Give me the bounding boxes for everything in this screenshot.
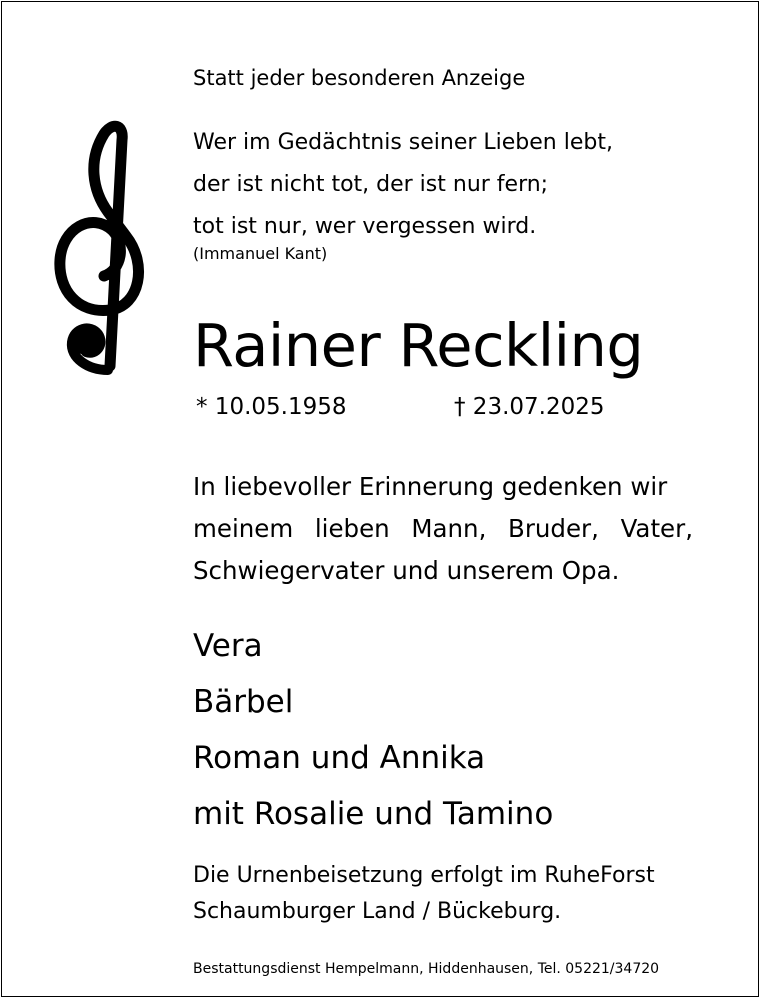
burial-line: Schaumburger Land / Bückeburg.	[193, 899, 562, 924]
family-member: Bärbel	[193, 684, 294, 720]
quote-author: (Immanuel Kant)	[193, 244, 328, 263]
quote-line: tot ist nur, wer vergessen wird.	[193, 214, 537, 239]
burial-info	[193, 858, 655, 930]
deceased-name: Rainer Reckling	[193, 311, 644, 380]
notice-header: Statt jeder besonderen Anzeige	[193, 66, 526, 90]
quote-line: Wer im Gedächtnis seiner Lieben lebt,	[193, 130, 613, 155]
family-list	[193, 618, 553, 842]
message-line: Schwiegervater und unserem Opa.	[193, 556, 620, 585]
message-line: In liebevoller Erinnerung gedenken wir	[193, 472, 668, 501]
quote	[193, 122, 613, 248]
quote-line: der ist nicht tot, der ist nur fern;	[193, 172, 549, 197]
burial-line: Die Urnenbeisetzung erfolgt im RuheForst	[193, 863, 655, 888]
birth-date: * 10.05.1958	[196, 394, 347, 420]
funeral-service-footer: Bestattungsdienst Hempelmann, Hiddenhausen, Tel. 05221/34720	[193, 961, 660, 977]
death-date: † 23.07.2025	[454, 394, 605, 420]
family-member: Vera	[193, 628, 263, 664]
memorial-message	[193, 466, 693, 592]
family-member: mit Rosalie und Tamino	[193, 796, 554, 832]
treble-clef-icon	[30, 120, 170, 380]
family-member: Roman und Annika	[193, 740, 486, 776]
message-line: meinem lieben Mann, Bruder, Vater,	[193, 514, 693, 543]
